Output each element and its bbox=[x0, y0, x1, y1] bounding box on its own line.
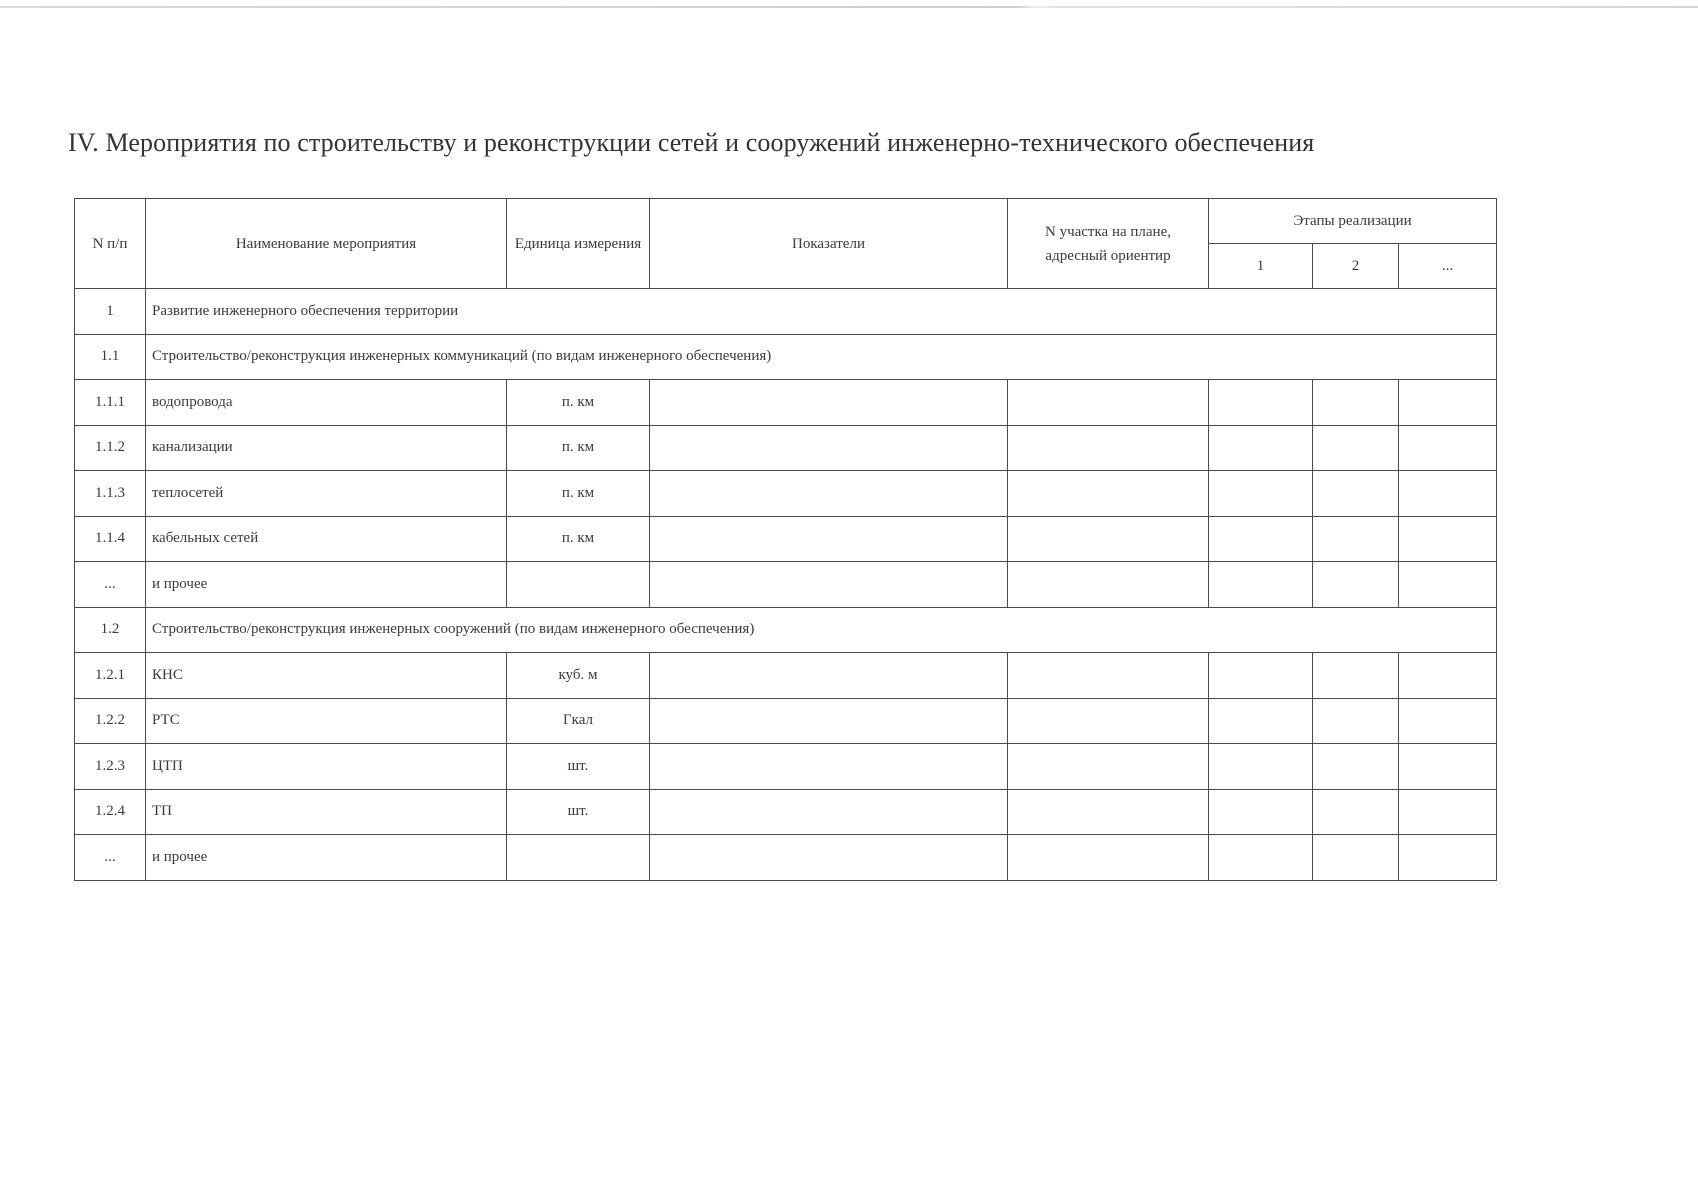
table-row bbox=[75, 516, 1497, 562]
row-stage-2-cell bbox=[1313, 653, 1399, 699]
row-indicators-cell bbox=[650, 653, 1008, 699]
row-num: 1 bbox=[75, 289, 146, 335]
row-unit: п. км bbox=[507, 380, 650, 426]
row-stage-more-cell bbox=[1399, 425, 1497, 471]
row-unit: п. км bbox=[507, 425, 650, 471]
row-num: 1.2.4 bbox=[75, 789, 146, 835]
row-stage-1-cell bbox=[1209, 380, 1313, 426]
table-row bbox=[75, 471, 1497, 517]
row-stage-more-cell bbox=[1399, 516, 1497, 562]
table-header-row bbox=[75, 199, 1497, 244]
row-stage-1-cell bbox=[1209, 744, 1313, 790]
row-indicators-cell bbox=[650, 516, 1008, 562]
row-indicators-cell bbox=[650, 471, 1008, 517]
table-row bbox=[75, 789, 1497, 835]
table-row bbox=[75, 425, 1497, 471]
row-unit: куб. м bbox=[507, 653, 650, 699]
header-stage-1: 1 bbox=[1209, 244, 1313, 289]
row-indicators-cell bbox=[650, 744, 1008, 790]
table-row bbox=[75, 698, 1497, 744]
header-unit: Единица измерения bbox=[507, 199, 650, 289]
row-unit bbox=[507, 835, 650, 881]
row-stage-2-cell bbox=[1313, 425, 1399, 471]
row-num: 1.2.2 bbox=[75, 698, 146, 744]
row-num: ... bbox=[75, 562, 146, 608]
table-row bbox=[75, 380, 1497, 426]
row-indicators-cell bbox=[650, 425, 1008, 471]
row-stage-2-cell bbox=[1313, 789, 1399, 835]
row-name: водопровода bbox=[146, 380, 507, 426]
row-unit: Гкал bbox=[507, 698, 650, 744]
row-stage-more-cell bbox=[1399, 471, 1497, 517]
header-plot: N участка на плане, адресный ориентир bbox=[1008, 199, 1209, 289]
row-name: кабельных сетей bbox=[146, 516, 507, 562]
table-row bbox=[75, 744, 1497, 790]
row-stage-more-cell bbox=[1399, 562, 1497, 608]
header-stage-more: ... bbox=[1399, 244, 1497, 289]
row-num: 1.1.2 bbox=[75, 425, 146, 471]
table-row-section bbox=[75, 607, 1497, 653]
row-stage-1-cell bbox=[1209, 425, 1313, 471]
row-name: РТС bbox=[146, 698, 507, 744]
row-name: ЦТП bbox=[146, 744, 507, 790]
row-stage-1-cell bbox=[1209, 471, 1313, 517]
table-row-section bbox=[75, 334, 1497, 380]
row-plot-cell bbox=[1008, 698, 1209, 744]
row-stage-1-cell bbox=[1209, 653, 1313, 699]
row-num: 1.1.4 bbox=[75, 516, 146, 562]
row-stage-1-cell bbox=[1209, 516, 1313, 562]
row-num: 1.2.1 bbox=[75, 653, 146, 699]
row-unit bbox=[507, 562, 650, 608]
row-plot-cell bbox=[1008, 471, 1209, 517]
row-plot-cell bbox=[1008, 789, 1209, 835]
row-stage-2-cell bbox=[1313, 835, 1399, 881]
table-row bbox=[75, 562, 1497, 608]
row-stage-2-cell bbox=[1313, 744, 1399, 790]
row-plot-cell bbox=[1008, 425, 1209, 471]
row-name: теплосетей bbox=[146, 471, 507, 517]
row-indicators-cell bbox=[650, 698, 1008, 744]
scan-edge-line bbox=[0, 6, 1698, 8]
row-indicators-cell bbox=[650, 562, 1008, 608]
row-indicators-cell bbox=[650, 380, 1008, 426]
row-num: 1.2 bbox=[75, 607, 146, 653]
row-num: 1.1.3 bbox=[75, 471, 146, 517]
header-name: Наименование мероприятия bbox=[146, 199, 507, 289]
row-stage-1-cell bbox=[1209, 789, 1313, 835]
row-plot-cell bbox=[1008, 744, 1209, 790]
row-section-title: Развитие инженерного обеспечения территории bbox=[146, 289, 1497, 335]
row-name: и прочее bbox=[146, 835, 507, 881]
table-row bbox=[75, 653, 1497, 699]
row-num: 1.2.3 bbox=[75, 744, 146, 790]
row-section-title: Строительство/реконструкция инженерных сооружений (по видам инженерного обеспечения) bbox=[146, 607, 1497, 653]
row-indicators-cell bbox=[650, 835, 1008, 881]
header-stage-2: 2 bbox=[1313, 244, 1399, 289]
row-name: КНС bbox=[146, 653, 507, 699]
row-plot-cell bbox=[1008, 516, 1209, 562]
row-stage-2-cell bbox=[1313, 471, 1399, 517]
row-stage-2-cell bbox=[1313, 698, 1399, 744]
row-section-title: Строительство/реконструкция инженерных коммуникаций (по видам инженерного обеспечения) bbox=[146, 334, 1497, 380]
row-stage-more-cell bbox=[1399, 698, 1497, 744]
row-stage-2-cell bbox=[1313, 380, 1399, 426]
table-row bbox=[75, 835, 1497, 881]
row-stage-more-cell bbox=[1399, 653, 1497, 699]
header-indicators: Показатели bbox=[650, 199, 1008, 289]
row-stage-2-cell bbox=[1313, 562, 1399, 608]
row-plot-cell bbox=[1008, 653, 1209, 699]
row-stage-1-cell bbox=[1209, 835, 1313, 881]
row-unit: п. км bbox=[507, 471, 650, 517]
row-plot-cell bbox=[1008, 835, 1209, 881]
row-num: 1.1 bbox=[75, 334, 146, 380]
header-num: N п/п bbox=[75, 199, 146, 289]
row-stage-1-cell bbox=[1209, 698, 1313, 744]
header-stages: Этапы реализации bbox=[1209, 199, 1497, 244]
row-plot-cell bbox=[1008, 562, 1209, 608]
row-plot-cell bbox=[1008, 380, 1209, 426]
table-row-section bbox=[75, 289, 1497, 335]
row-name: и прочее bbox=[146, 562, 507, 608]
row-stage-more-cell bbox=[1399, 835, 1497, 881]
row-unit: шт. bbox=[507, 789, 650, 835]
row-num: ... bbox=[75, 835, 146, 881]
row-stage-2-cell bbox=[1313, 516, 1399, 562]
row-stage-1-cell bbox=[1209, 562, 1313, 608]
page-heading: IV. Мероприятия по строительству и реконструкции сетей и сооружений инженерно-технического обеспечения bbox=[68, 128, 1315, 157]
measures-table bbox=[74, 198, 1497, 881]
row-unit: шт. bbox=[507, 744, 650, 790]
row-stage-more-cell bbox=[1399, 380, 1497, 426]
row-name: ТП bbox=[146, 789, 507, 835]
row-stage-more-cell bbox=[1399, 744, 1497, 790]
row-unit: п. км bbox=[507, 516, 650, 562]
row-name: канализации bbox=[146, 425, 507, 471]
row-num: 1.1.1 bbox=[75, 380, 146, 426]
row-indicators-cell bbox=[650, 789, 1008, 835]
row-stage-more-cell bbox=[1399, 789, 1497, 835]
